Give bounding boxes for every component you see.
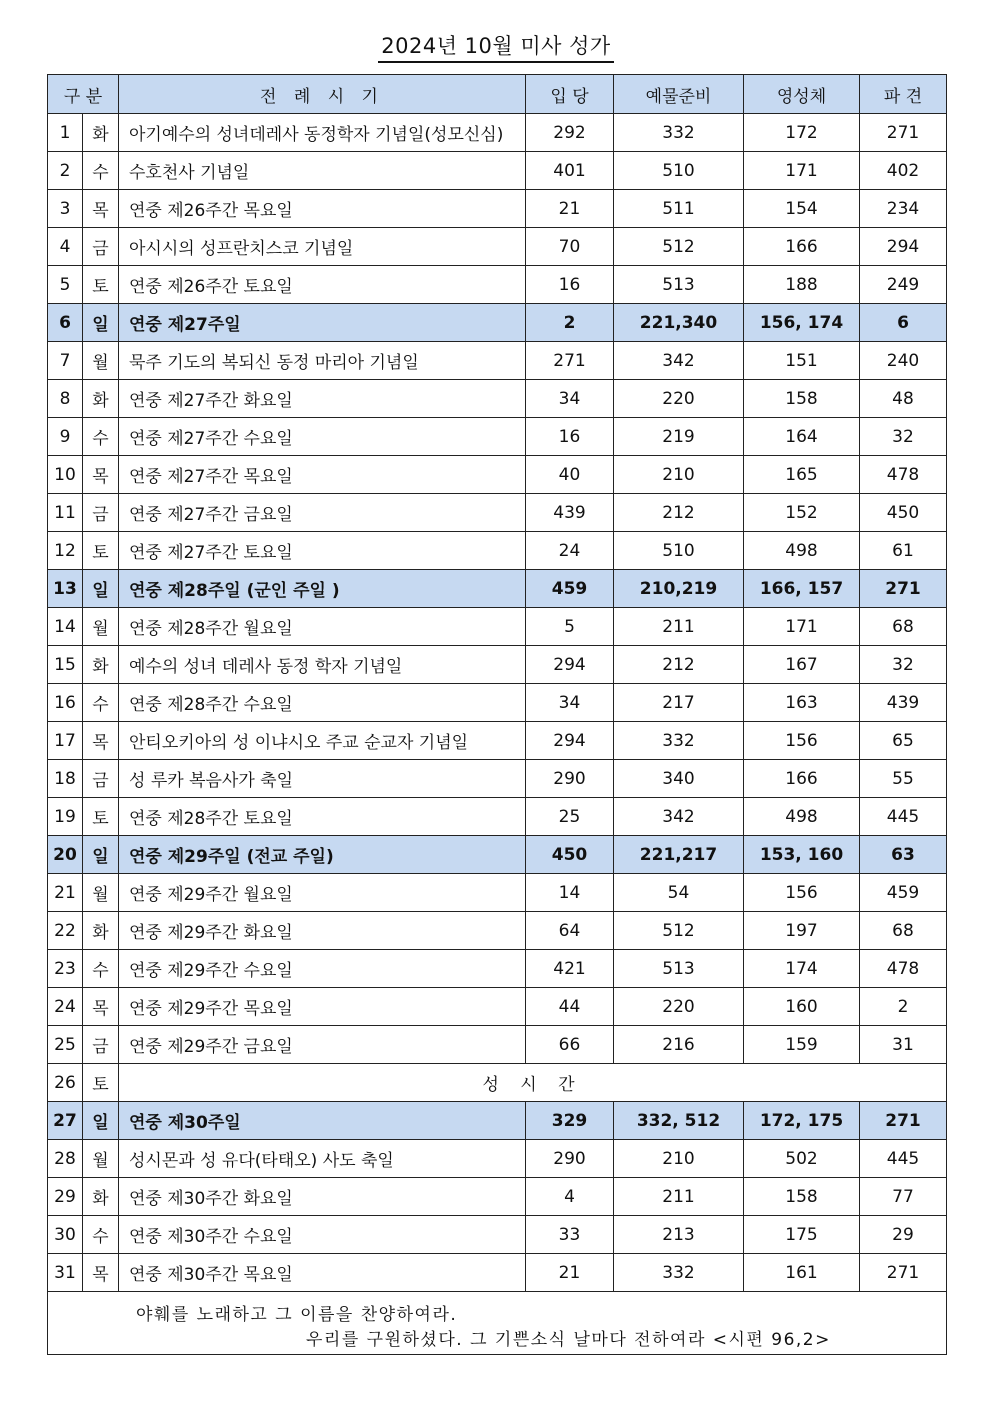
entrance-hymn-cell: 16 — [526, 418, 614, 456]
recessional-hymn-cell: 29 — [860, 1216, 947, 1254]
liturgical-day-cell: 연중 제26주간 목요일 — [119, 190, 526, 228]
table-row-sunday — [48, 836, 947, 874]
liturgical-day-cell: 연중 제30주간 목요일 — [119, 1254, 526, 1292]
table-body-2 — [48, 1102, 947, 1292]
liturgical-day-cell: 연중 제30주간 화요일 — [119, 1178, 526, 1216]
table-row — [48, 190, 947, 228]
liturgical-day-cell: 연중 제27주간 화요일 — [119, 380, 526, 418]
entrance-hymn-cell: 290 — [526, 760, 614, 798]
offertory-hymn-cell: 512 — [614, 912, 744, 950]
table-row — [48, 532, 947, 570]
header-entrance: 입 당 — [526, 75, 614, 114]
communion-hymn-cell: 175 — [744, 1216, 860, 1254]
recessional-hymn-cell: 459 — [860, 874, 947, 912]
recessional-hymn-cell: 402 — [860, 152, 947, 190]
date-cell: 14 — [48, 608, 83, 646]
liturgical-day-cell: 성시몬과 성 유다(타태오) 사도 축일 — [119, 1140, 526, 1178]
weekday-cell: 월 — [83, 1140, 119, 1178]
recessional-hymn-cell: 240 — [860, 342, 947, 380]
table-row — [48, 1254, 947, 1292]
offertory-hymn-cell: 211 — [614, 1178, 744, 1216]
liturgical-day-cell: 안티오키아의 성 이냐시오 주교 순교자 기념일 — [119, 722, 526, 760]
weekday-cell: 수 — [83, 950, 119, 988]
table-row — [48, 1216, 947, 1254]
offertory-hymn-cell: 210,219 — [614, 570, 744, 608]
date-cell: 29 — [48, 1178, 83, 1216]
date-cell: 3 — [48, 190, 83, 228]
document-title-wrap — [0, 30, 992, 63]
entrance-hymn-cell: 16 — [526, 266, 614, 304]
offertory-hymn-cell: 342 — [614, 798, 744, 836]
weekday-cell: 금 — [83, 494, 119, 532]
communion-hymn-cell: 159 — [744, 1026, 860, 1064]
liturgical-day-cell: 연중 제26주간 토요일 — [119, 266, 526, 304]
offertory-hymn-cell: 212 — [614, 646, 744, 684]
header-communion: 영성체 — [744, 75, 860, 114]
weekday-cell: 일 — [83, 1102, 119, 1140]
mass-hymn-table — [47, 74, 947, 1355]
liturgical-day-cell: 연중 제28주일 (군인 주일 ) — [119, 570, 526, 608]
offertory-hymn-cell: 217 — [614, 684, 744, 722]
communion-hymn-cell: 156, 174 — [744, 304, 860, 342]
liturgical-day-cell: 연중 제27주간 수요일 — [119, 418, 526, 456]
date-cell: 10 — [48, 456, 83, 494]
liturgical-day-cell: 예수의 성녀 데레사 동정 학자 기념일 — [119, 646, 526, 684]
table-row — [48, 912, 947, 950]
recessional-hymn-cell: 478 — [860, 456, 947, 494]
recessional-hymn-cell: 77 — [860, 1178, 947, 1216]
recessional-hymn-cell: 450 — [860, 494, 947, 532]
weekday-cell: 수 — [83, 1216, 119, 1254]
offertory-hymn-cell: 211 — [614, 608, 744, 646]
entrance-hymn-cell: 33 — [526, 1216, 614, 1254]
weekday-cell: 목 — [83, 988, 119, 1026]
entrance-hymn-cell: 40 — [526, 456, 614, 494]
recessional-hymn-cell: 234 — [860, 190, 947, 228]
date-cell: 8 — [48, 380, 83, 418]
date-cell: 6 — [48, 304, 83, 342]
date-cell: 21 — [48, 874, 83, 912]
recessional-hymn-cell: 68 — [860, 912, 947, 950]
communion-hymn-cell: 172, 175 — [744, 1102, 860, 1140]
table-body-1 — [48, 114, 947, 1064]
liturgical-day-cell: 연중 제29주간 수요일 — [119, 950, 526, 988]
date-cell: 4 — [48, 228, 83, 266]
entrance-hymn-cell: 25 — [526, 798, 614, 836]
weekday-cell: 월 — [83, 608, 119, 646]
offertory-hymn-cell: 332 — [614, 114, 744, 152]
header-row — [48, 75, 947, 114]
table-row — [48, 608, 947, 646]
header-season: 전 례 시 기 — [119, 75, 526, 114]
offertory-hymn-cell: 342 — [614, 342, 744, 380]
communion-hymn-cell: 166 — [744, 228, 860, 266]
offertory-hymn-cell: 332 — [614, 1254, 744, 1292]
offertory-hymn-cell: 510 — [614, 532, 744, 570]
weekday-cell: 화 — [83, 1178, 119, 1216]
communion-hymn-cell: 167 — [744, 646, 860, 684]
entrance-hymn-cell: 450 — [526, 836, 614, 874]
liturgical-day-cell: 연중 제27주간 목요일 — [119, 456, 526, 494]
liturgical-day-cell: 아기예수의 성녀데레사 동정학자 기념일(성모신심) — [119, 114, 526, 152]
entrance-hymn-cell: 2 — [526, 304, 614, 342]
communion-hymn-cell: 498 — [744, 532, 860, 570]
date-cell: 16 — [48, 684, 83, 722]
recessional-hymn-cell: 271 — [860, 114, 947, 152]
entrance-hymn-cell: 290 — [526, 1140, 614, 1178]
liturgical-day-cell: 수호천사 기념일 — [119, 152, 526, 190]
entrance-hymn-cell: 64 — [526, 912, 614, 950]
weekday-cell: 화 — [83, 646, 119, 684]
entrance-hymn-cell: 34 — [526, 380, 614, 418]
date-cell: 15 — [48, 646, 83, 684]
liturgical-day-cell: 연중 제27주간 금요일 — [119, 494, 526, 532]
offertory-hymn-cell: 511 — [614, 190, 744, 228]
recessional-hymn-cell: 31 — [860, 1026, 947, 1064]
liturgical-day-cell: 연중 제30주일 — [119, 1102, 526, 1140]
table-row — [48, 266, 947, 304]
communion-hymn-cell: 174 — [744, 950, 860, 988]
liturgical-day-cell: 아시시의 성프란치스코 기념일 — [119, 228, 526, 266]
date-cell: 9 — [48, 418, 83, 456]
date-cell: 5 — [48, 266, 83, 304]
entrance-hymn-cell: 292 — [526, 114, 614, 152]
communion-hymn-cell: 158 — [744, 380, 860, 418]
psalm-verse-line-1: 야훼를 노래하고 그 이름을 찬양하여라. — [136, 1305, 458, 1325]
communion-hymn-cell: 163 — [744, 684, 860, 722]
recessional-hymn-cell: 32 — [860, 418, 947, 456]
table-row — [48, 418, 947, 456]
table-row — [48, 1140, 947, 1178]
offertory-hymn-cell: 219 — [614, 418, 744, 456]
communion-hymn-cell: 171 — [744, 608, 860, 646]
offertory-hymn-cell: 54 — [614, 874, 744, 912]
date-cell: 28 — [48, 1140, 83, 1178]
weekday-cell: 화 — [83, 912, 119, 950]
recessional-hymn-cell: 63 — [860, 836, 947, 874]
offertory-hymn-cell: 220 — [614, 380, 744, 418]
liturgical-day-cell: 연중 제27주일 — [119, 304, 526, 342]
weekday-cell: 토 — [83, 798, 119, 836]
recessional-hymn-cell: 65 — [860, 722, 947, 760]
date-cell: 11 — [48, 494, 83, 532]
communion-hymn-cell: 160 — [744, 988, 860, 1026]
liturgical-day-cell: 연중 제29주간 목요일 — [119, 988, 526, 1026]
recessional-hymn-cell: 271 — [860, 1254, 947, 1292]
liturgical-day-cell: 연중 제27주간 토요일 — [119, 532, 526, 570]
weekday-cell: 수 — [83, 418, 119, 456]
entrance-hymn-cell: 14 — [526, 874, 614, 912]
liturgical-day-cell: 묵주 기도의 복되신 동정 마리아 기념일 — [119, 342, 526, 380]
table-row — [48, 152, 947, 190]
recessional-hymn-cell: 2 — [860, 988, 947, 1026]
date-cell: 23 — [48, 950, 83, 988]
table-row — [48, 988, 947, 1026]
weekday-cell: 수 — [83, 152, 119, 190]
recessional-hymn-cell: 445 — [860, 798, 947, 836]
weekday-cell: 일 — [83, 304, 119, 342]
recessional-hymn-cell: 48 — [860, 380, 947, 418]
table-row — [48, 722, 947, 760]
communion-hymn-cell: 166, 157 — [744, 570, 860, 608]
weekday-cell: 금 — [83, 228, 119, 266]
weekday-cell: 화 — [83, 114, 119, 152]
offertory-hymn-cell: 332, 512 — [614, 1102, 744, 1140]
date-cell: 17 — [48, 722, 83, 760]
psalm-verse-line-2: 우리를 구원하셨다. 그 기쁜소식 날마다 전하여라 <시편 96,2> — [306, 1330, 831, 1350]
weekday-cell: 목 — [83, 456, 119, 494]
offertory-hymn-cell: 513 — [614, 266, 744, 304]
communion-hymn-cell: 172 — [744, 114, 860, 152]
communion-hymn-cell: 498 — [744, 798, 860, 836]
communion-hymn-cell: 166 — [744, 760, 860, 798]
entrance-hymn-cell: 329 — [526, 1102, 614, 1140]
offertory-hymn-cell: 340 — [614, 760, 744, 798]
table-row — [48, 646, 947, 684]
header-gubun: 구 분 — [48, 75, 119, 114]
date-cell: 25 — [48, 1026, 83, 1064]
table-row — [48, 950, 947, 988]
date-cell: 27 — [48, 1102, 83, 1140]
recessional-hymn-cell: 271 — [860, 570, 947, 608]
entrance-hymn-cell: 439 — [526, 494, 614, 532]
entrance-hymn-cell: 21 — [526, 1254, 614, 1292]
entrance-hymn-cell: 294 — [526, 722, 614, 760]
entrance-hymn-cell: 70 — [526, 228, 614, 266]
offertory-hymn-cell: 221,340 — [614, 304, 744, 342]
table-row — [48, 456, 947, 494]
offertory-hymn-cell: 513 — [614, 950, 744, 988]
offertory-hymn-cell: 210 — [614, 456, 744, 494]
entrance-hymn-cell: 5 — [526, 608, 614, 646]
table-row — [48, 684, 947, 722]
communion-hymn-cell: 158 — [744, 1178, 860, 1216]
holy-hour-cell: 성 시 간 — [119, 1064, 947, 1102]
weekday-cell: 토 — [83, 1064, 119, 1102]
table-row — [48, 494, 947, 532]
liturgical-day-cell: 연중 제29주간 화요일 — [119, 912, 526, 950]
table-row — [48, 342, 947, 380]
entrance-hymn-cell: 24 — [526, 532, 614, 570]
communion-hymn-cell: 152 — [744, 494, 860, 532]
entrance-hymn-cell: 4 — [526, 1178, 614, 1216]
date-cell: 22 — [48, 912, 83, 950]
entrance-hymn-cell: 421 — [526, 950, 614, 988]
weekday-cell: 금 — [83, 1026, 119, 1064]
date-cell: 7 — [48, 342, 83, 380]
communion-hymn-cell: 153, 160 — [744, 836, 860, 874]
weekday-cell: 목 — [83, 1254, 119, 1292]
table-row — [48, 798, 947, 836]
table-row — [48, 1026, 947, 1064]
communion-hymn-cell: 171 — [744, 152, 860, 190]
communion-hymn-cell: 197 — [744, 912, 860, 950]
recessional-hymn-cell: 249 — [860, 266, 947, 304]
table-row — [48, 114, 947, 152]
communion-hymn-cell: 188 — [744, 266, 860, 304]
weekday-cell: 목 — [83, 722, 119, 760]
communion-hymn-cell: 164 — [744, 418, 860, 456]
liturgical-day-cell: 연중 제29주간 금요일 — [119, 1026, 526, 1064]
weekday-cell: 금 — [83, 760, 119, 798]
date-cell: 13 — [48, 570, 83, 608]
entrance-hymn-cell: 294 — [526, 646, 614, 684]
recessional-hymn-cell: 55 — [860, 760, 947, 798]
date-cell: 24 — [48, 988, 83, 1026]
offertory-hymn-cell: 216 — [614, 1026, 744, 1064]
date-cell: 20 — [48, 836, 83, 874]
recessional-hymn-cell: 271 — [860, 1102, 947, 1140]
liturgical-day-cell: 연중 제29주일 (전교 주일) — [119, 836, 526, 874]
liturgical-day-cell: 연중 제28주간 수요일 — [119, 684, 526, 722]
date-cell: 26 — [48, 1064, 83, 1102]
footer-row — [48, 1292, 947, 1355]
offertory-hymn-cell: 221,217 — [614, 836, 744, 874]
recessional-hymn-cell: 445 — [860, 1140, 947, 1178]
table-row-sunday — [48, 570, 947, 608]
recessional-hymn-cell: 439 — [860, 684, 947, 722]
date-cell: 18 — [48, 760, 83, 798]
communion-hymn-cell: 156 — [744, 722, 860, 760]
recessional-hymn-cell: 61 — [860, 532, 947, 570]
entrance-hymn-cell: 459 — [526, 570, 614, 608]
table-footer — [48, 1292, 947, 1355]
date-cell: 30 — [48, 1216, 83, 1254]
communion-hymn-cell: 154 — [744, 190, 860, 228]
table-row — [48, 874, 947, 912]
weekday-cell: 화 — [83, 380, 119, 418]
liturgical-day-cell: 연중 제29주간 월요일 — [119, 874, 526, 912]
communion-hymn-cell: 502 — [744, 1140, 860, 1178]
communion-hymn-cell: 161 — [744, 1254, 860, 1292]
table-row — [48, 380, 947, 418]
offertory-hymn-cell: 212 — [614, 494, 744, 532]
document-title: 2024년 10월 미사 성가 — [378, 30, 613, 63]
weekday-cell: 월 — [83, 342, 119, 380]
weekday-cell: 목 — [83, 190, 119, 228]
entrance-hymn-cell: 271 — [526, 342, 614, 380]
date-cell: 2 — [48, 152, 83, 190]
communion-hymn-cell: 151 — [744, 342, 860, 380]
offertory-hymn-cell: 512 — [614, 228, 744, 266]
header-offertory: 예물준비 — [614, 75, 744, 114]
date-cell: 19 — [48, 798, 83, 836]
weekday-cell: 수 — [83, 684, 119, 722]
psalm-verse-cell — [48, 1292, 947, 1355]
communion-hymn-cell: 165 — [744, 456, 860, 494]
offertory-hymn-cell: 510 — [614, 152, 744, 190]
weekday-cell: 월 — [83, 874, 119, 912]
offertory-hymn-cell: 213 — [614, 1216, 744, 1254]
weekday-cell: 토 — [83, 266, 119, 304]
weekday-cell: 토 — [83, 532, 119, 570]
recessional-hymn-cell: 294 — [860, 228, 947, 266]
weekday-cell: 일 — [83, 836, 119, 874]
liturgical-day-cell: 성 루카 복음사가 축일 — [119, 760, 526, 798]
entrance-hymn-cell: 34 — [526, 684, 614, 722]
table-row-sunday — [48, 1102, 947, 1140]
table-body-special — [48, 1064, 947, 1102]
liturgical-day-cell: 연중 제28주간 월요일 — [119, 608, 526, 646]
table-row — [48, 1178, 947, 1216]
offertory-hymn-cell: 332 — [614, 722, 744, 760]
entrance-hymn-cell: 401 — [526, 152, 614, 190]
recessional-hymn-cell: 478 — [860, 950, 947, 988]
entrance-hymn-cell: 66 — [526, 1026, 614, 1064]
liturgical-day-cell: 연중 제30주간 수요일 — [119, 1216, 526, 1254]
date-cell: 12 — [48, 532, 83, 570]
table-row-holy-hour — [48, 1064, 947, 1102]
recessional-hymn-cell: 6 — [860, 304, 947, 342]
liturgical-day-cell: 연중 제28주간 토요일 — [119, 798, 526, 836]
recessional-hymn-cell: 32 — [860, 646, 947, 684]
table-row — [48, 760, 947, 798]
header-recessional: 파 견 — [860, 75, 947, 114]
offertory-hymn-cell: 220 — [614, 988, 744, 1026]
communion-hymn-cell: 156 — [744, 874, 860, 912]
date-cell: 31 — [48, 1254, 83, 1292]
table-row — [48, 228, 947, 266]
entrance-hymn-cell: 21 — [526, 190, 614, 228]
date-cell: 1 — [48, 114, 83, 152]
entrance-hymn-cell: 44 — [526, 988, 614, 1026]
table-row-sunday — [48, 304, 947, 342]
recessional-hymn-cell: 68 — [860, 608, 947, 646]
offertory-hymn-cell: 210 — [614, 1140, 744, 1178]
weekday-cell: 일 — [83, 570, 119, 608]
